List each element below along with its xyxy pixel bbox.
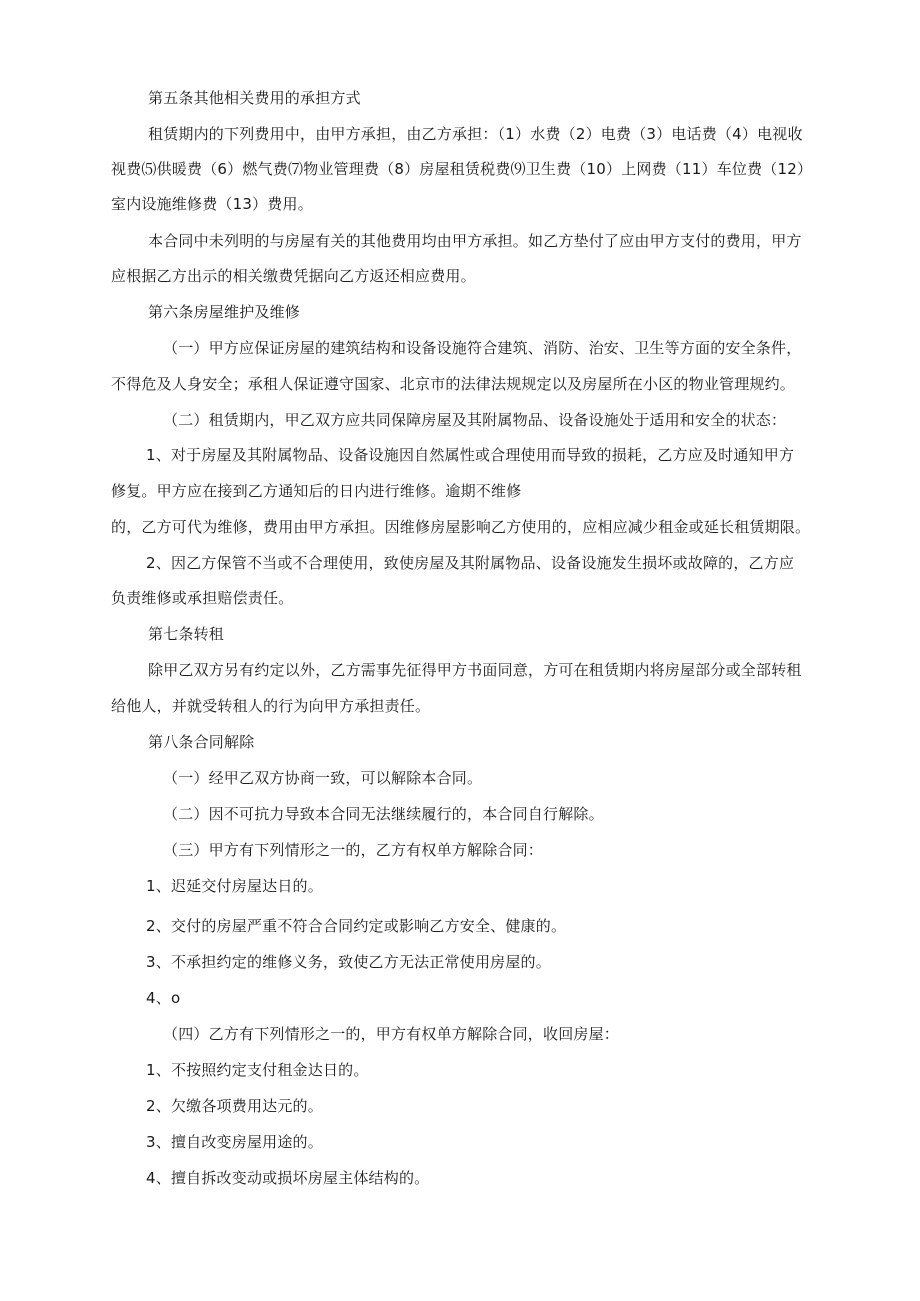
list-item: 2、交付的房屋严重不符合合同约定或影响乙方安全、健康的。 xyxy=(146,917,567,935)
paragraph-line: 负责维修或承担赔偿责任。 xyxy=(111,589,294,607)
paragraph-line: 2、因乙方保管不当或不合理使用，致使房屋及其附属物品、设备设施发生损坏或故障的，乙方应 xyxy=(146,554,795,572)
paragraph-line: （一）甲方应保证房屋的建筑结构和设备设施符合建筑、消防、治安、卫生等方面的安全条件， xyxy=(163,339,802,357)
paragraph-line: 给他人，并就受转租人的行为向甲方承担责任。 xyxy=(111,697,431,715)
paragraph-line: 不得危及人身安全；承租人保证遵守国家、北京市的法律法规规定以及房屋所在小区的物业管理规约。 xyxy=(111,375,796,393)
list-item: 4、o xyxy=(146,989,181,1007)
article-8-heading: 第八条合同解除 xyxy=(148,733,255,751)
paragraph-line: （二）因不可抗力导致本合同无法继续履行的，本合同自行解除。 xyxy=(163,805,604,823)
paragraph-line: 租赁期内的下列费用中，由甲方承担，由乙方承担：（1）水费（2）电费（3）电话费（4）电视收 xyxy=(148,125,803,143)
paragraph-line: 修复。甲方应在接到乙方通知后的日内进行维修。逾期不维修 xyxy=(111,482,522,500)
paragraph-line: （三）甲方有下列情形之一的，乙方有权单方解除合同： xyxy=(163,841,544,859)
list-item: 2、欠缴各项费用达元的。 xyxy=(146,1097,323,1115)
article-6-heading: 第六条房屋维护及维修 xyxy=(148,303,301,321)
paragraph-line: （一）经甲乙双方协商一致，可以解除本合同。 xyxy=(163,769,483,787)
paragraph-line: 本合同中未列明的与房屋有关的其他费用均由甲方承担。如乙方垫付了应由甲方支付的费用，甲方 xyxy=(148,232,802,250)
list-item: 3、不承担约定的维修义务，致使乙方无法正常使用房屋的。 xyxy=(146,953,551,971)
paragraph-line: 室内设施维修费（13）费用。 xyxy=(111,195,313,213)
paragraph-line: 应根据乙方出示的相关缴费凭据向乙方返还相应费用。 xyxy=(111,267,476,285)
list-item: 3、擅自改变房屋用途的。 xyxy=(146,1133,323,1151)
paragraph-line: （四）乙方有下列情形之一的，甲方有权单方解除合同，收回房屋： xyxy=(163,1025,620,1043)
paragraph-line: （二）租赁期内，甲乙双方应共同保障房屋及其附属物品、设备设施处于适用和安全的状态： xyxy=(163,411,787,429)
list-item: 1、迟延交付房屋达日的。 xyxy=(146,877,323,895)
paragraph-line: 视费⑸供暖费（6）燃气费⑺物业管理费（8）房屋租赁税费⑼卫生费（10）上网费（11）车位费（12） xyxy=(111,160,813,178)
list-item: 1、不按照约定支付租金达日的。 xyxy=(146,1061,369,1079)
paragraph-line: 除甲乙双方另有约定以外，乙方需事先征得甲方书面同意，方可在租赁期内将房屋部分或全部转租 xyxy=(148,661,802,679)
paragraph-line: 的，乙方可代为维修，费用由甲方承担。因维修房屋影响乙方使用的，应相应减少租金或延长租赁期限。 xyxy=(111,518,811,536)
article-5-heading: 第五条其他相关费用的承担方式 xyxy=(148,89,361,107)
article-7-heading: 第七条转租 xyxy=(148,625,225,643)
paragraph-line: 1、对于房屋及其附属物品、设备设施因自然属性或合理使用而导致的损耗，乙方应及时通知甲方 xyxy=(146,446,795,464)
list-item: 4、擅自拆改变动或损坏房屋主体结构的。 xyxy=(146,1169,430,1187)
